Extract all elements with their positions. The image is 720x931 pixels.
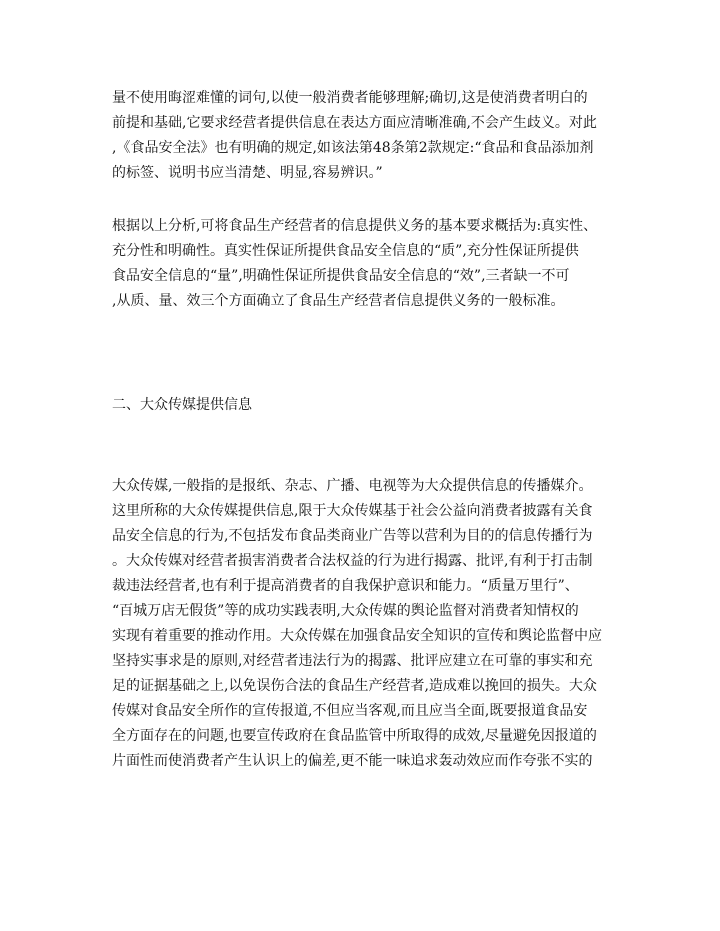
text-line: 大众传媒,一般指的是报纸、杂志、广播、电视等为大众提供信息的传播媒介。 — [112, 478, 593, 494]
text-line: 前提和基础,它要求经营者提供信息在表达方面应清晰准确,不会产生歧义。对此 — [112, 115, 597, 131]
document-page — [112, 86, 610, 774]
text-line: 根据以上分析,可将食品生产经营者的信息提供义务的基本要求概括为:真实性、 — [112, 218, 598, 234]
text-line: “百城万店无假货”等的成功实践表明,大众传媒的舆论监督对消费者知情权的 — [112, 603, 579, 619]
text-line: 片面性而使消费者产生认识上的偏差,更不能一味追求轰动效应而作夸张不实的 — [112, 753, 593, 769]
text-line: 实现有着重要的推动作用。大众传媒在加强食品安全知识的宣传和舆论监督中应 — [112, 628, 602, 644]
paragraph-summary — [112, 214, 610, 314]
text-line: 的标签、说明书应当清楚、明显,容易辨识。” — [112, 165, 383, 181]
text-line: 传媒对食品安全所作的宣传报道,不但应当客观,而且应当全面,既要报道食品安 — [112, 703, 588, 719]
section-heading: 二、大众传媒提供信息 — [112, 397, 252, 413]
text-line: 品安全信息的行为,不包括发布食品类商业广告等以营利为目的的信息传播行为 — [112, 528, 593, 544]
text-line: 坚持实事求是的原则,对经营者违法行为的揭露、批评应建立在可靠的事实和充 — [112, 653, 593, 669]
text-line: 食品安全信息的“量”,明确性保证所提供食品安全信息的“效”,三者缺一不可 — [112, 268, 570, 284]
text-line: 充分性和明确性。真实性保证所提供食品安全信息的“质”,充分性保证所提供 — [112, 243, 579, 259]
text-line: 量不使用晦涩难懂的词句,以使一般消费者能够理解;确切,这是使消费者明白的 — [112, 90, 588, 106]
text-line: 裁违法经营者,也有利于提高消费者的自我保护意识和能力。“质量万里行”、 — [112, 578, 579, 594]
text-line: 全方面存在的问题,也要宣传政府在食品监管中所取得的成效,尽量避免因报道的 — [112, 728, 597, 744]
text-line: ,《食品安全法》也有明确的规定,如该法第48条第2款规定:“食品和食品添加剂 — [112, 140, 594, 156]
paragraph-clarity — [112, 86, 610, 186]
text-line: 。大众传媒对经营者损害消费者合法权益的行为进行揭露、批评,有利于打击制 — [112, 553, 593, 569]
text-line: 这里所称的大众传媒提供信息,限于大众传媒基于社会公益向消费者披露有关食 — [112, 503, 593, 519]
text-line: 足的证据基础之上,以免误伤合法的食品生产经营者,造成难以挽回的损失。大众 — [112, 678, 597, 694]
paragraph-mass-media — [112, 474, 610, 774]
text-line: ,从质、量、效三个方面确立了食品生产经营者信息提供义务的一般标准。 — [112, 293, 565, 309]
